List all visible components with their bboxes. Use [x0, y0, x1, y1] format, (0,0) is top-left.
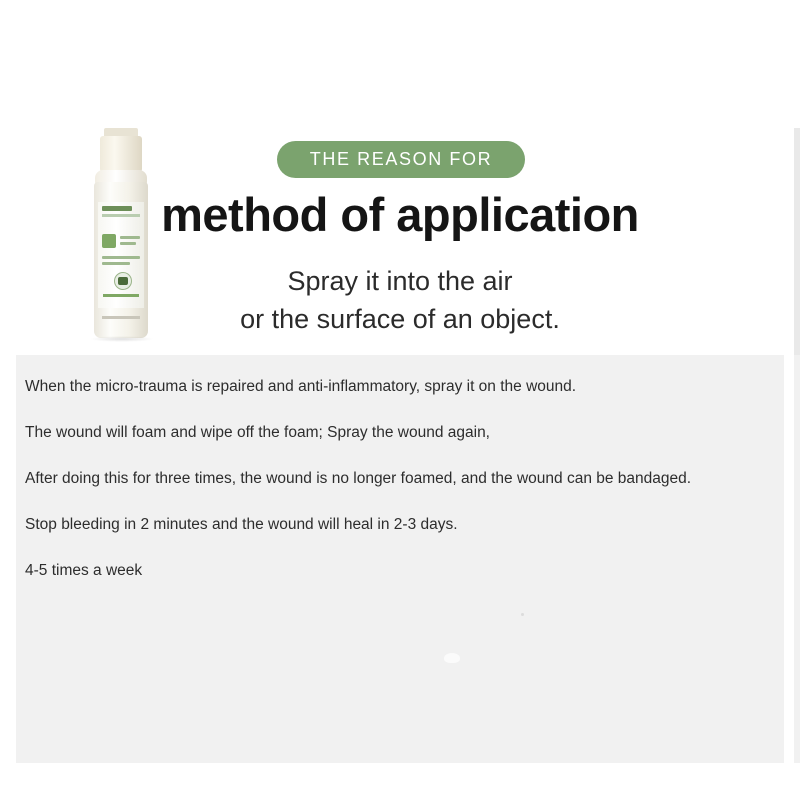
reason-badge: [277, 141, 525, 178]
hero-subtitle-line-2: or the surface of an object.: [240, 304, 560, 335]
instruction-line: The wound will foam and wipe off the foam; Spray the wound again,: [25, 423, 490, 441]
bottle-cap: [100, 136, 142, 172]
reason-badge-label: THE REASON FOR: [309, 149, 493, 169]
instruction-line: When the micro-trauma is repaired and anti-inflammatory, spray it on the wound.: [25, 378, 577, 395]
instruction-line: 4-5 times a week: [25, 561, 143, 579]
image-artifact-dot: [521, 613, 524, 616]
label-text-line: [102, 256, 140, 259]
instruction-line: After doing this for three times, the wound is no longer foamed, and the wound can be bandaged.: [25, 469, 692, 487]
adjacent-image-edge: [794, 128, 800, 355]
image-artifact-smudge: [444, 653, 460, 663]
instruction-line: Stop bleeding in 2 minutes and the wound will heal in 2-3 days.: [25, 515, 458, 533]
hero-subtitle: [0, 262, 800, 339]
hero-section: [0, 0, 800, 355]
instructions-list: [25, 377, 776, 582]
hero-subtitle-line-1: Spray it into the air: [287, 266, 513, 296]
instructions-panel: [16, 355, 784, 763]
label-text-line: [120, 242, 136, 245]
page-title: method of application: [161, 188, 639, 241]
adjacent-image-edge: [794, 355, 800, 763]
